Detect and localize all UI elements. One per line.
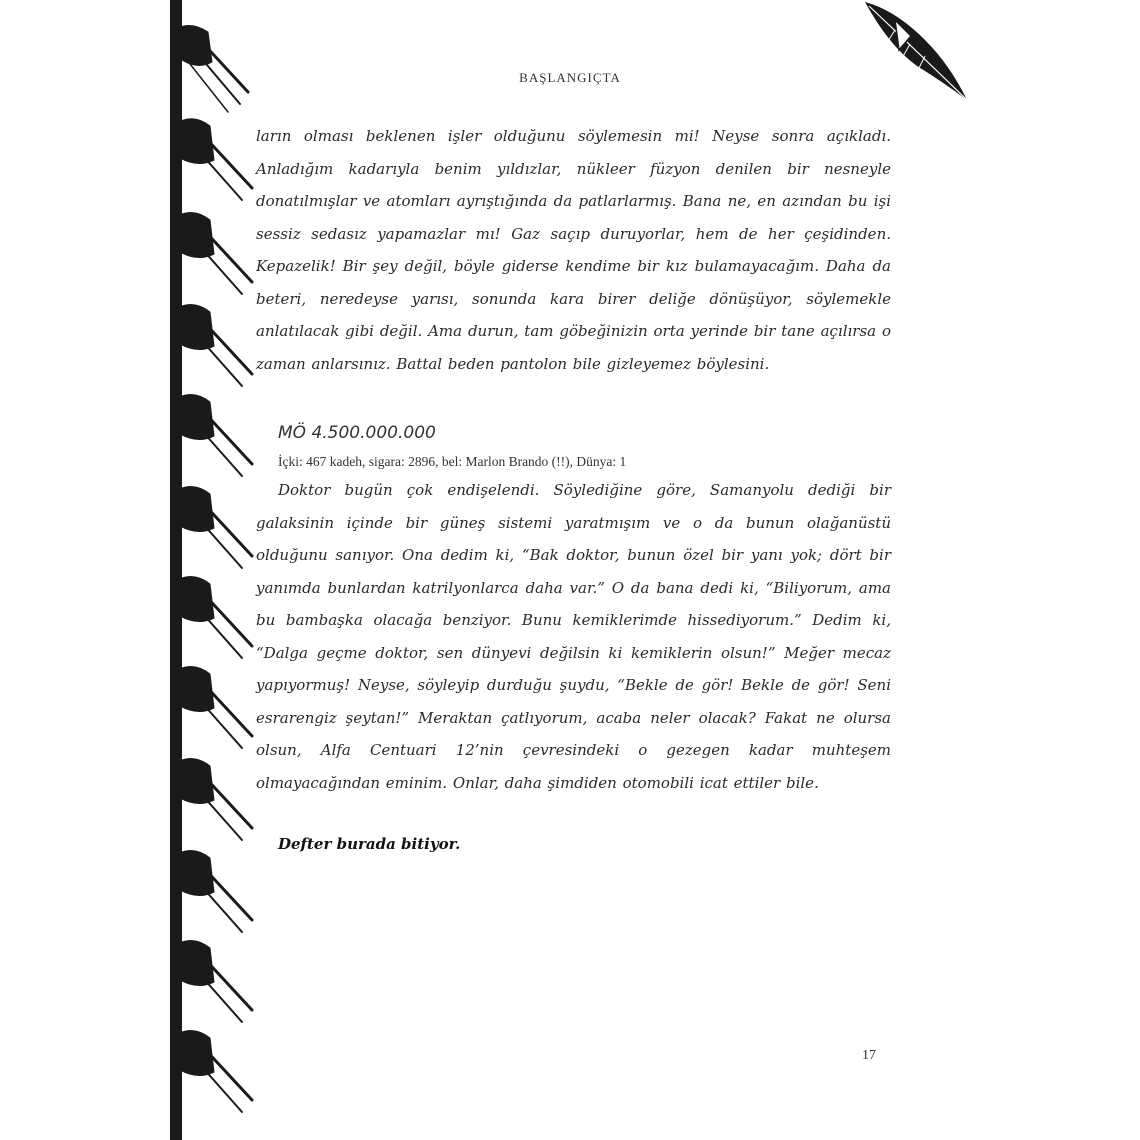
paragraph-continuation: ların olması beklenen işler olduğunu söylemesin mi! Neyse sonra açıkladı. Anladığım kadarıyla benim yıldızlar, nükleer füzyon denilen bir nesneyle donatılmışlar ve atomları ayrıştığında da patlarlarmış. Bana ne, en azından bu işi sessiz sedasız yapamazlar mı! Gaz saçıp duruyorlar, hem de her çeşidinden. Kepazelik! Bir şey değil, böyle giderse kendime bir kız bulamayacağım. Daha da beteri, neredeyse yarısı, sonunda kara birer deliğe dönüşüyor, söylemekle anlatılacak gibi değil. Ama durun, tam göbeğinizin orta yerinde bir tane açılırsa o zaman anlarsınız. Battal beden pantolon bile gizleyemez böylesini. (256, 127, 891, 373)
diary-entry-stats: İçki: 467 kadeh, sigara: 2896, bel: Marlon Brando (!!), Dünya: 1 (278, 454, 627, 469)
diary-entry-date: MÖ 4.500.000.000 (278, 423, 436, 443)
body-text (256, 120, 891, 853)
page-number: 17 (862, 1048, 876, 1063)
spiral-binding-icon (170, 0, 260, 1140)
notebook-ending: Defter burada bitiyor. (278, 835, 461, 853)
quill-pen-icon (855, 0, 975, 110)
diary-entry-paragraph: Doktor bugün çok endişelendi. Söylediğine göre, Samanyolu dediği bir galaksinin içinde bir güneş sistemi yaratmışım ve o da bunun olağanüstü olduğunu sanıyor. Ona dedim ki, “Bak doktor, bunun özel bir yanı yok; dört bir yanımda bunlardan katrilyonlarca daha var.” O da bana dedi ki, “Biliyorum, ama bu bambaşka olacağa benziyor. Bunu kemiklerimde hissediyorum.” Dedim ki, “Dalga geçme doktor, sen dünyevi değilsin ki kemiklerin olsun!” Meğer mecaz yapıyormuş! Neyse, söyleyip durduğu şuydu, “Bekle de gör! Bekle de gör! Seni esrarengiz şeytan!” Meraktan çatlıyorum, acaba neler olacak? Fakat ne olursa olsun, Alfa Centuari 12’nin çevresindeki o gezegen kadar muhteşem olmayacağından eminim. Onlar, daha şimdiden otomobili icat ettiler bile. (256, 481, 891, 792)
running-head: BAŞLANGIÇTA (519, 70, 621, 85)
